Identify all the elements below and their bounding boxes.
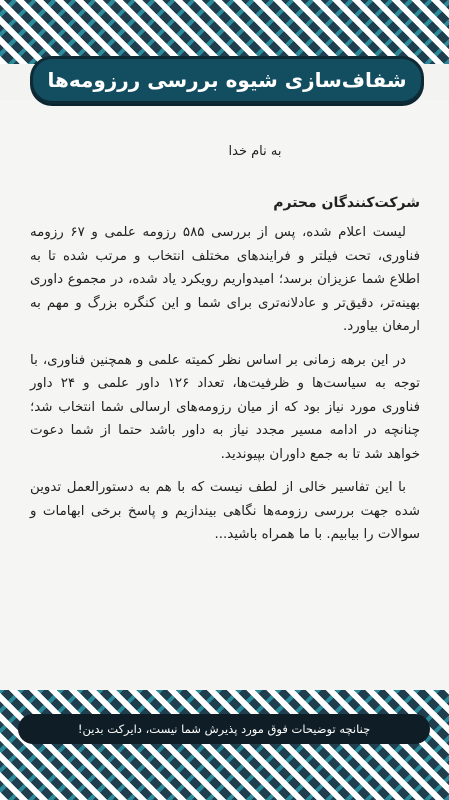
document-body xyxy=(30,140,420,557)
salutation: شرکت‌کنندگان محترم xyxy=(273,194,420,211)
decorative-pattern-bottom xyxy=(0,690,449,800)
greeting: به نام خدا xyxy=(228,144,282,159)
title-banner xyxy=(30,56,424,104)
decorative-pattern-top xyxy=(0,0,449,64)
paragraph-1: لیست اعلام شده، پس از بررسی ۵۸۵ رزومه علمی و ۶۷ رزومه فناوری، تحت فیلتر و فرایندهای مختلف انتخاب و مرتب شده تا به اطلاع شما عزیزان برسد؛ امیدواریم رویکرد یاد شده، در مجموع داوری بهینه‌تر، دقیق‌تر و عادلانه‌تری برای شما و این کنگره بزرگ و مهم به ارمغان بیاورد. xyxy=(30,225,420,334)
paragraph-2: در این برهه زمانی بر اساس نظر کمیته علمی و همچنین فناوری، با توجه به سیاست‌ها و ظرفیت‌ها، تعداد ۱۲۶ داور علمی و ۲۴ داور فناوری مورد نیاز بود که از میان رزومه‌های ارسالی شما انتخاب شد؛ چنانچه در ادامه مسیر مجدد نیاز به داور باشد حتما از شما دعوت خواهد شد تا به جمع داوران بپیوندید. xyxy=(30,352,420,462)
footer-note-bar xyxy=(18,714,430,744)
footer-note: چنانچه توضیحات فوق مورد پذیرش شما نیست، دایرکت بدین! xyxy=(77,722,371,736)
paragraph-3: با این تفاسیر خالی از لطف نیست که با هم به دستورالعمل تدوین شده جهت بررسی رزومه‌ها نگاهی بیندازیم و پاسخ برخی ابهامات و سوالات را بیابیم. با ما همراه باشید... xyxy=(30,480,420,542)
page-title: شفاف‌سازی شیوه بررسی ررزومه‌ها xyxy=(47,68,407,92)
